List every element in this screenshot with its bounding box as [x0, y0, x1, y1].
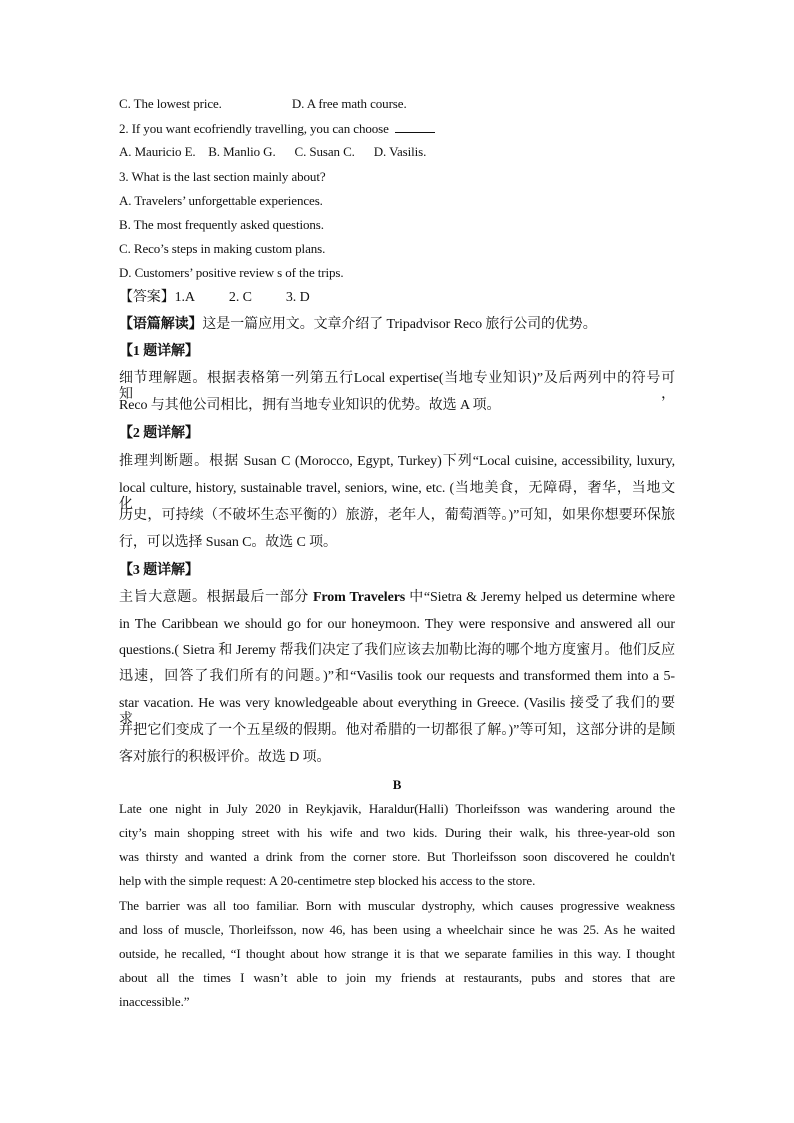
q2-options	[119, 144, 675, 160]
passage-line: city’s main shopping street with his wife and two kids. During their walk, his three-year-old son	[119, 825, 675, 840]
q1-option-d: D. A free math course.	[291, 96, 407, 111]
explain-3-line: 主旨大意题。根据最后一部分 From Travelers 中“Sietra & Jeremy helped us determine where	[119, 590, 676, 605]
answer-blank	[395, 120, 435, 133]
q3-option-c: C. Reco’s steps in making custom plans.	[119, 241, 326, 256]
explain-3-line: questions.( Sietra 和 Jeremy 帮我们决定了我们应该去加勒比海的哪个地方度蜜月。他们反应	[119, 643, 675, 658]
explain-1-line: 细节理解题。根据表格第一列第五行Local expertise(当地专业知识)”及后两列中的符号可知，	[119, 371, 675, 402]
explain-3-line: 并把它们变成了一个五星级的假期。他对希腊的一切都很了解。)”等可知，这部分讲的是顾	[119, 723, 675, 738]
explain-2-line: 推理判断题。根据 Susan C (Morocco, Egypt, Turkey)下列“Local cuisine, accessibility, luxury,	[119, 454, 675, 469]
answer-1: 1.A	[174, 290, 195, 305]
answer-2: 2. C	[228, 290, 252, 305]
answer-3: 3. D	[285, 290, 310, 305]
passage-line: outside, he recalled, “I thought about how strange it is that we separate families in this way. I thought	[119, 946, 675, 961]
passage-line: inaccessible.”	[119, 994, 190, 1009]
q1-option-c: C. The lowest price.	[119, 96, 222, 111]
q3-option-b: B. The most frequently asked questions.	[119, 217, 324, 232]
section-name: From Travelers	[312, 590, 406, 605]
explain-3-line: star vacation. He was very knowledgeable about everything in Greece. (Vasilis 接受了我们的要求，	[119, 696, 675, 727]
q2-stem: 2. If you want ecofriendly travelling, you can choose	[119, 120, 675, 137]
passage-line: and loss of muscle, Thorleifsson, now 46, has been using a wheelchair since he was 25. As he waited	[119, 922, 675, 937]
passage-line: about all the times I wasn’t able to join my friends at restaurants, pubs and stores that are	[119, 970, 675, 985]
reading-line	[119, 317, 675, 333]
explain-1-line: Reco 与其他公司相比，拥有当地专业知识的优势。故选 A 项。	[119, 398, 501, 413]
q2-option-b: B. Manlio G.	[208, 144, 276, 159]
explain-2-line: 历史，可持续（不破坏生态平衡的）旅游，老年人，葡萄酒等。)”可知，如果你想要环保旅	[119, 508, 675, 523]
answer-label: 【答案】	[119, 290, 175, 305]
answer-line	[119, 290, 675, 306]
explain-3-line: in The Caribbean we should go for our honeymoon. They were responsive and answered all our	[119, 617, 675, 632]
passage-line: Late one night in July 2020 in Reykjavik, Haraldur(Halli) Thorleifsson was wandering around the	[119, 801, 675, 816]
reading-label: 【语篇解读】	[119, 317, 203, 332]
explain-2-label: 【2 题详解】	[119, 426, 199, 441]
explain-3-line: 客对旅行的积极评价。故选 D 项。	[119, 750, 331, 765]
reading-text: 这是一篇应用文。文章介绍了 Tripadvisor Reco 旅行公司的优势。	[202, 317, 597, 332]
q2-option-d: D. Vasilis.	[373, 144, 427, 159]
q2-option-c: C. Susan C.	[294, 144, 355, 159]
q1-options-cd	[119, 96, 675, 112]
passage-line: help with the simple request: A 20-centimetre step blocked his access to the store.	[119, 873, 536, 888]
q2-option-a: A. Mauricio E.	[119, 144, 196, 159]
passage-line: The barrier was all too familiar. Born with muscular dystrophy, which causes progressive weakness	[119, 898, 675, 913]
explain-3-label: 【3 题详解】	[119, 563, 199, 578]
passage-line: was thirsty and wanted a drink from the corner store. But Thorleifsson soon discovered he couldn't	[119, 849, 675, 864]
q3-option-a: A. Travelers’ unforgettable experiences.	[119, 193, 323, 208]
section-heading: B	[392, 777, 402, 792]
explain-1-label: 【1 题详解】	[119, 344, 199, 359]
explain-2-line: local culture, history, sustainable travel, seniors, wine, etc. (当地美食，无障碍，奢华，当地文化，	[119, 481, 675, 512]
explain-3-line: 迅速，回答了我们所有的问题。)”和“Vasilis took our requests and transformed them into a 5-	[119, 669, 675, 684]
explain-2-line: 行，可以选择 Susan C。故选 C 项。	[119, 535, 337, 550]
q3-stem: 3. What is the last section mainly about?	[119, 169, 326, 184]
q3-option-d: D. Customers’ positive review s of the trips.	[119, 265, 344, 280]
